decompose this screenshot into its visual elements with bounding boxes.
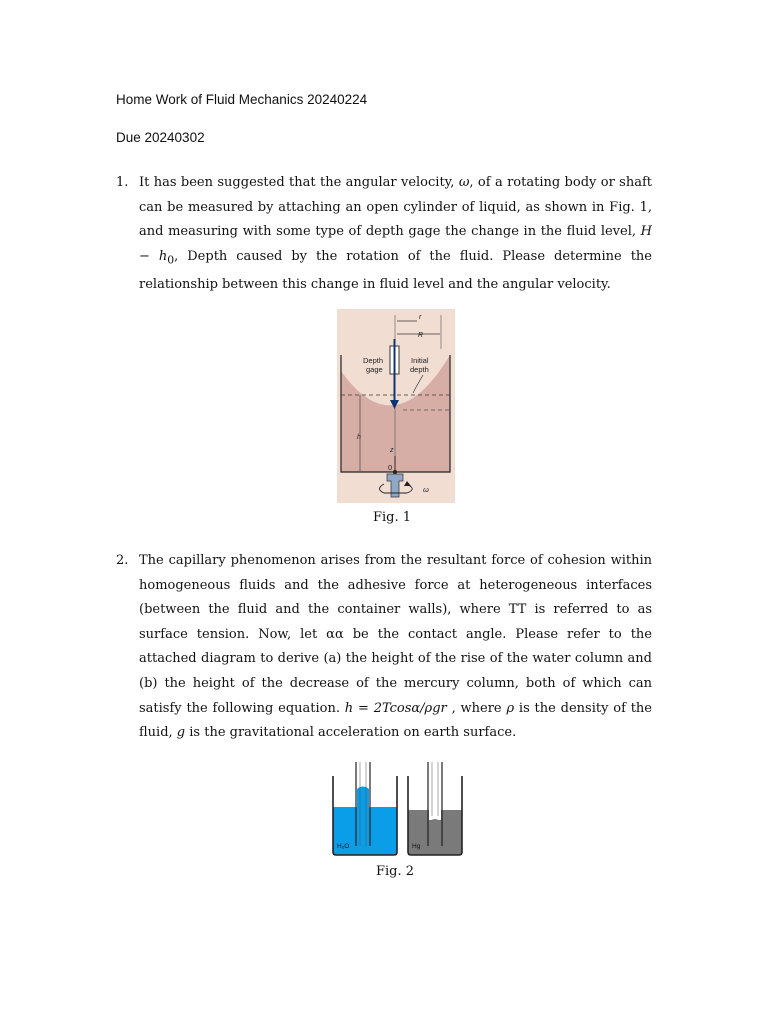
- question-text: [139, 549, 652, 746]
- var-H: H: [640, 224, 652, 240]
- h-label: h: [357, 434, 361, 441]
- omega-label: ω: [423, 485, 429, 494]
- initial-depth-label: depth: [410, 365, 429, 374]
- due-date: Due 20240302: [116, 130, 205, 145]
- question-2: [116, 549, 652, 746]
- homework-title: Home Work of Fluid Mechanics 20240224: [116, 92, 368, 107]
- text-run: , of a rotating body or shaft can be measured by attaching an open cylinder of liquid, as shown in Fig. 1, and measuring with some type of depth gage the change in the fluid level,: [139, 175, 653, 240]
- omega-symbol: ω: [458, 175, 470, 190]
- capillary-equation: h = 2Tcosα/ρgr: [344, 700, 447, 716]
- depth-gage-label: gage: [366, 365, 383, 374]
- initial-depth-label: Initial: [411, 356, 429, 365]
- subscript-zero: 0: [167, 253, 175, 267]
- text-run: , Depth caused by the rotation of the fluid. Please determine the relationship between this change in fluid level and the angular velocity.: [139, 248, 652, 292]
- rho-symbol: ρ: [506, 700, 515, 716]
- text-run: is the gravitational acceleration on earth surface.: [185, 725, 517, 741]
- R-label: R: [418, 332, 424, 339]
- rotating-cylinder-figure: [337, 309, 455, 503]
- water-meniscus: [357, 787, 369, 790]
- var-h0: h: [158, 248, 168, 264]
- figure-2-caption: Fig. 2: [376, 864, 415, 879]
- capillary-tubes-figure: [330, 762, 465, 858]
- mercury-label: Hg: [412, 843, 421, 850]
- water-label: H₂O: [337, 843, 350, 850]
- text-run: It has been suggested that the angular velocity,: [139, 175, 459, 190]
- question-1: [116, 171, 652, 298]
- question-number: 1.: [116, 175, 129, 190]
- text-run: , where: [446, 700, 507, 716]
- r-label: r: [419, 314, 422, 321]
- question-number: 2.: [116, 553, 129, 568]
- depth-gage-label: Depth: [363, 356, 384, 365]
- g-symbol: g: [176, 725, 186, 741]
- question-text: [139, 171, 652, 298]
- text-run: The capillary phenomenon arises from the resultant force of cohesion within homogeneous fluids and the adhesive force at heterogeneous interfaces (between the fluid and the container walls), where TT is referred to as surface tension. Now, let αα be the contact angle. Please refer to the attached diagram to derive (a) the height of the rise of the water column and (b) the height of the decrease of the mercury column, both of which can satisfy the following equation.: [139, 553, 652, 716]
- mercury-depression: [429, 810, 441, 820]
- minus-sign: −: [139, 248, 159, 264]
- figure-1-caption: Fig. 1: [373, 510, 412, 525]
- origin-label: 0: [388, 463, 393, 472]
- origin-point: [393, 470, 397, 474]
- text-run: is the density of the fluid,: [139, 700, 652, 741]
- z-label: z: [390, 447, 394, 454]
- water-column: [357, 789, 369, 811]
